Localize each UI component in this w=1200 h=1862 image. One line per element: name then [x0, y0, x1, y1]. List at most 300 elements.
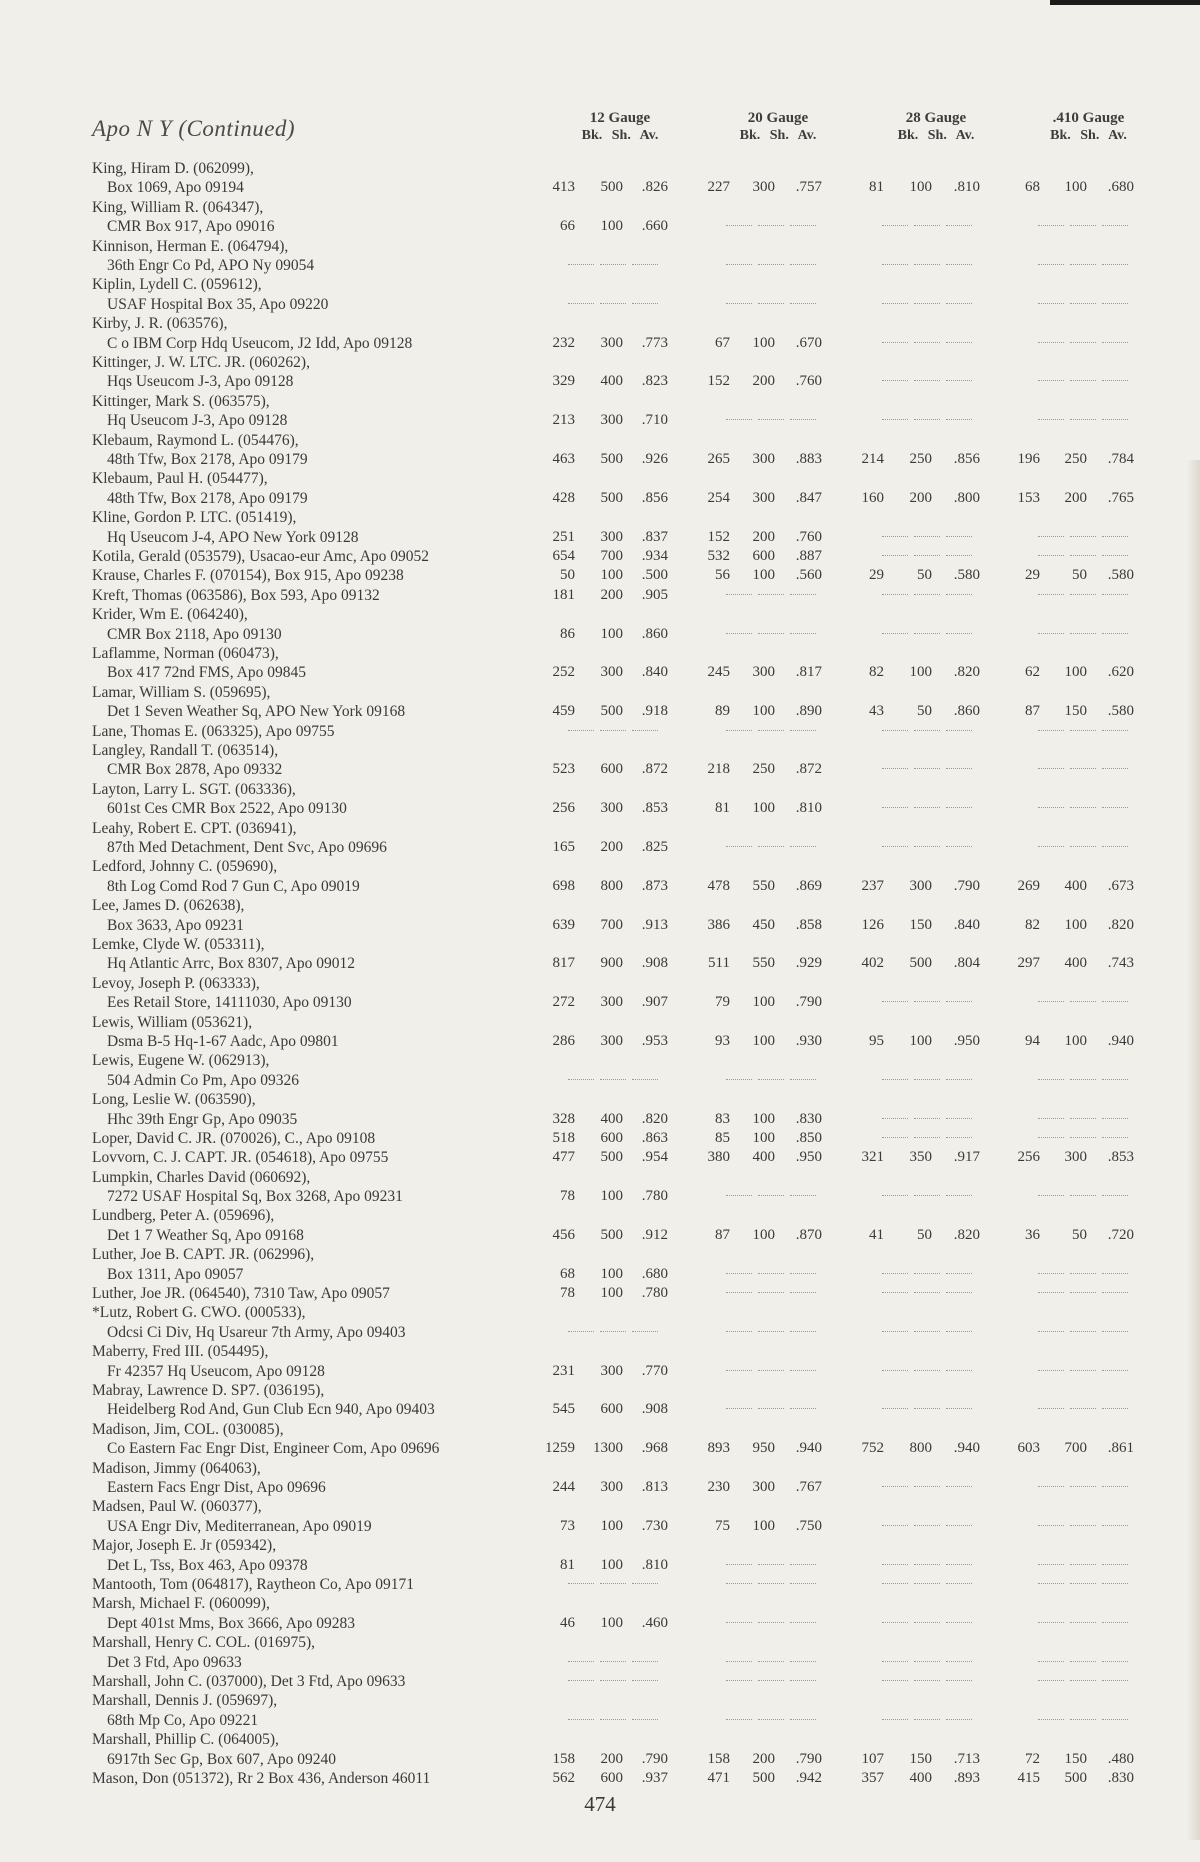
empty-score-dots: [758, 1273, 784, 1274]
gauge-bk-value: 321: [861, 1149, 884, 1166]
entry-name: Lemke, Clyde W. (053311),: [92, 935, 265, 953]
gauge-av-value: .890: [795, 703, 822, 720]
empty-score-dots: [758, 594, 784, 595]
empty-score-dots: [758, 225, 784, 226]
directory-entry: [0, 431, 1200, 470]
empty-score-dots: [914, 1331, 940, 1332]
empty-score-dots: [568, 730, 594, 731]
empty-score-dots: [758, 1661, 784, 1662]
gauge-bk-value: 511: [708, 955, 730, 972]
empty-score-dots: [882, 1564, 908, 1565]
empty-score-dots: [882, 380, 908, 381]
gauge-av-value: .680: [1107, 179, 1134, 196]
empty-score-dots: [914, 1661, 940, 1662]
entry-name: Kiplin, Lydell C. (059612),: [92, 276, 262, 294]
entry-address: 504 Admin Co Pm, Apo 09326: [107, 1071, 303, 1090]
empty-score-dots: [946, 633, 972, 634]
gauge-bk-value: 81: [560, 1556, 575, 1573]
entry-address: Hq Atlantic Arrc, Box 8307, Apo 09012: [107, 954, 359, 973]
empty-score-dots: [726, 225, 752, 226]
gauge-sh-value: 900: [600, 955, 623, 972]
empty-score-dots: [1038, 1273, 1064, 1274]
gauge-bk-value: 181: [552, 586, 575, 603]
empty-score-dots: [632, 1719, 658, 1720]
directory-entry: [0, 1129, 1200, 1148]
empty-score-dots: [1102, 264, 1128, 265]
entry-name: Maberry, Fred III. (054495),: [92, 1343, 269, 1361]
directory-entry: [0, 1769, 1200, 1788]
directory-entry: [0, 159, 1200, 198]
empty-score-dots: [882, 846, 908, 847]
entry-address: 8th Log Comd Rod 7 Gun C, Apo 09019: [107, 877, 364, 896]
gauge-av-value: .954: [641, 1149, 668, 1166]
directory-entry: [0, 1284, 1200, 1303]
gauge-bk-value: 237: [861, 877, 884, 894]
empty-score-dots: [726, 1331, 752, 1332]
gauge-av-value: .908: [641, 1401, 668, 1418]
empty-score-dots: [1102, 1273, 1128, 1274]
gauge-bk-value: 256: [1017, 1149, 1040, 1166]
gauge-sh-value: 150: [909, 916, 932, 933]
empty-score-dots: [726, 1273, 752, 1274]
entry-address: Hq Useucom J-4, APO New York 09128: [107, 528, 362, 547]
gauge-av-value: .908: [641, 955, 668, 972]
empty-score-dots: [1102, 730, 1128, 731]
empty-score-dots: [946, 380, 972, 381]
entry-line: [0, 586, 1200, 605]
gauge-av-value: .780: [641, 1188, 668, 1205]
gauge-sh-value: 50: [917, 1226, 932, 1243]
entry-address: 48th Tfw, Box 2178, Apo 09179: [107, 450, 312, 469]
empty-score-dots: [914, 1680, 940, 1681]
empty-score-dots: [1102, 1118, 1128, 1119]
gauge-av-value: .873: [641, 877, 668, 894]
empty-score-dots: [1038, 1408, 1064, 1409]
gauge-av-value: .856: [953, 450, 980, 467]
empty-score-dots: [882, 419, 908, 420]
empty-score-dots: [726, 1719, 752, 1720]
empty-score-dots: [946, 1370, 972, 1371]
gauge-av-value: .800: [953, 489, 980, 506]
gauge-sh-value: 800: [909, 1440, 932, 1457]
gauge-bk-value: 518: [552, 1129, 575, 1146]
entry-name-address: Mason, Don (051372), Rr 2 Box 436, Anderson 46011: [92, 1769, 434, 1788]
empty-score-dots: [790, 419, 816, 420]
gauge-sh-value: 100: [752, 1110, 775, 1127]
gauge-bk-value: 413: [552, 179, 575, 196]
directory-entry: [0, 683, 1200, 722]
gauge-subheader: Bk. Sh. Av.: [739, 128, 817, 143]
entry-name-address: Loper, David C. JR. (070026), C., Apo 09108: [92, 1129, 379, 1148]
empty-score-dots: [1102, 1195, 1128, 1196]
gauge-av-value: .893: [953, 1770, 980, 1786]
empty-score-dots: [946, 1622, 972, 1623]
gauge-av-value: .953: [641, 1032, 668, 1049]
gauge-av-value: .750: [795, 1517, 822, 1534]
gauge-sh-value: 100: [1064, 179, 1087, 196]
empty-score-dots: [1070, 1195, 1096, 1196]
gauge-bk-value: 83: [715, 1110, 730, 1127]
empty-score-dots: [946, 1564, 972, 1565]
gauge-av-value: .480: [1107, 1750, 1134, 1767]
entry-name-address: Marshall, John C. (037000), Det 3 Ftd, Apo 09633: [92, 1672, 409, 1691]
empty-score-dots: [790, 303, 816, 304]
empty-score-dots: [882, 1292, 908, 1293]
empty-score-dots: [726, 303, 752, 304]
empty-score-dots: [1038, 1370, 1064, 1371]
gauge-sh-value: 300: [752, 450, 775, 467]
gauge-sh-value: 50: [917, 703, 932, 720]
entry-address-line: [0, 838, 1200, 857]
gauge-bk-value: 93: [715, 1032, 730, 1049]
gauge-bk-value: 73: [560, 1517, 575, 1534]
empty-score-dots: [946, 1292, 972, 1293]
empty-score-dots: [914, 1370, 940, 1371]
empty-score-dots: [1038, 419, 1064, 420]
directory-entry: [0, 819, 1200, 858]
gauge-sh-value: 300: [600, 1362, 623, 1379]
gauge-sh-value: 200: [752, 373, 775, 390]
gauge-bk-value: 232: [552, 334, 575, 351]
gauge-sh-value: 50: [1072, 1226, 1087, 1243]
empty-score-dots: [1102, 1079, 1128, 1080]
empty-score-dots: [1102, 303, 1128, 304]
empty-score-dots: [882, 1273, 908, 1274]
gauge-label: .410 Gauge: [1052, 110, 1125, 126]
empty-score-dots: [726, 594, 752, 595]
empty-score-dots: [1070, 1719, 1096, 1720]
empty-score-dots: [882, 342, 908, 343]
empty-score-dots: [1102, 1292, 1128, 1293]
gauge-sh-value: 600: [600, 1770, 623, 1786]
empty-score-dots: [758, 419, 784, 420]
empty-score-dots: [726, 1661, 752, 1662]
directory-entry: [0, 237, 1200, 276]
empty-score-dots: [1070, 1486, 1096, 1487]
gauge-sh-value: 300: [600, 994, 623, 1011]
gauge-bk-value: 402: [861, 955, 884, 972]
empty-score-dots: [726, 1079, 752, 1080]
empty-score-dots: [1038, 1137, 1064, 1138]
gauge-av-value: .883: [795, 450, 822, 467]
empty-score-dots: [726, 730, 752, 731]
empty-score-dots: [1070, 807, 1096, 808]
gauge-bk-value: 82: [1025, 916, 1040, 933]
gauge-bk-value: 86: [560, 625, 575, 642]
gauge-sh-value: 200: [909, 489, 932, 506]
empty-score-dots: [1038, 1661, 1064, 1662]
empty-score-dots: [1038, 342, 1064, 343]
empty-score-dots: [1038, 1292, 1064, 1293]
gauge-sh-value: 700: [1064, 1440, 1087, 1457]
empty-score-dots: [1038, 1583, 1064, 1584]
entry-address: Det 1 7 Weather Sq, Apo 09168: [107, 1226, 308, 1245]
gauge-av-value: .460: [641, 1614, 668, 1631]
gauge-av-value: .861: [1107, 1440, 1134, 1457]
empty-score-dots: [758, 846, 784, 847]
gauge-bk-value: 95: [869, 1032, 884, 1049]
gauge-sh-value: 100: [752, 703, 775, 720]
empty-score-dots: [882, 1719, 908, 1720]
empty-score-dots: [1070, 1408, 1096, 1409]
empty-score-dots: [882, 1001, 908, 1002]
gauge-av-value: .820: [953, 1226, 980, 1243]
gauge-bk-value: 523: [552, 761, 575, 778]
gauge-av-value: .934: [641, 547, 668, 564]
empty-score-dots: [600, 1331, 626, 1332]
entry-line: [0, 1672, 1200, 1691]
gauge-bk-value: 817: [552, 955, 575, 972]
empty-score-dots: [1070, 1118, 1096, 1119]
gauge-bk-value: 252: [552, 664, 575, 681]
entry-address-line: [0, 1400, 1200, 1419]
entry-name: Madison, Jim, COL. (030085),: [92, 1420, 284, 1438]
gauge-av-value: .887: [795, 547, 822, 564]
gauge-header-12: [560, 110, 680, 144]
empty-score-dots: [946, 1137, 972, 1138]
entry-name-address: Lane, Thomas E. (063325), Apo 09755: [92, 722, 339, 741]
empty-score-dots: [946, 1525, 972, 1526]
gauge-bk-value: 230: [707, 1479, 730, 1496]
gauge-av-value: .840: [953, 916, 980, 933]
empty-score-dots: [1070, 1001, 1096, 1002]
gauge-av-value: .810: [795, 800, 822, 817]
empty-score-dots: [1038, 1331, 1064, 1332]
entry-address-line: [0, 954, 1200, 973]
gauge-av-value: .580: [953, 567, 980, 584]
gauge-sh-value: 500: [600, 703, 623, 720]
entry-address-line: [0, 1750, 1200, 1769]
directory-entry: [0, 1168, 1200, 1207]
empty-score-dots: [1038, 846, 1064, 847]
directory-entry: [0, 586, 1200, 605]
empty-score-dots: [914, 1583, 940, 1584]
directory-entry: [0, 896, 1200, 935]
gauge-bk-value: 254: [707, 489, 730, 506]
gauge-av-value: .580: [1107, 703, 1134, 720]
gauge-bk-value: 603: [1017, 1440, 1040, 1457]
gauge-sh-value: 100: [600, 1517, 623, 1534]
gauge-sh-value: 300: [752, 179, 775, 196]
gauge-sh-value: 700: [600, 547, 623, 564]
gauge-sh-value: 200: [752, 528, 775, 545]
empty-score-dots: [790, 730, 816, 731]
gauge-bk-value: 29: [869, 567, 884, 584]
directory-entry: [0, 566, 1200, 585]
gauge-bk-value: 698: [552, 877, 575, 894]
directory-entry: [0, 1672, 1200, 1691]
entry-address-line: [0, 256, 1200, 275]
gauge-av-value: .620: [1107, 664, 1134, 681]
empty-score-dots: [600, 264, 626, 265]
gauge-bk-value: 50: [560, 567, 575, 584]
gauge-av-value: .830: [1107, 1770, 1134, 1786]
empty-score-dots: [1038, 1486, 1064, 1487]
empty-score-dots: [1038, 1622, 1064, 1623]
entry-address: Det 3 Ftd, Apo 09633: [107, 1653, 246, 1672]
entry-name: Kinnison, Herman E. (064794),: [92, 237, 289, 255]
empty-score-dots: [790, 846, 816, 847]
gauge-bk-value: 471: [707, 1770, 730, 1786]
entry-address-line: [0, 334, 1200, 353]
gauge-sh-value: 300: [752, 664, 775, 681]
gauge-sh-value: 100: [1064, 664, 1087, 681]
empty-score-dots: [1102, 225, 1128, 226]
empty-score-dots: [726, 1195, 752, 1196]
gauge-av-value: .942: [795, 1770, 822, 1786]
empty-score-dots: [882, 1583, 908, 1584]
gauge-sh-value: 300: [600, 334, 623, 351]
empty-score-dots: [1102, 807, 1128, 808]
gauge-sh-value: 300: [1064, 1149, 1087, 1166]
gauge-bk-value: 78: [560, 1285, 575, 1302]
directory-entry: [0, 547, 1200, 566]
empty-score-dots: [790, 1292, 816, 1293]
gauge-av-value: .817: [795, 664, 822, 681]
entry-name: Ledford, Johnny C. (059690),: [92, 858, 278, 876]
empty-score-dots: [882, 1408, 908, 1409]
empty-score-dots: [758, 1370, 784, 1371]
gauge-av-value: .820: [1107, 916, 1134, 933]
empty-score-dots: [946, 303, 972, 304]
gauge-bk-value: 639: [552, 916, 575, 933]
empty-score-dots: [600, 1583, 626, 1584]
gauge-av-value: .830: [795, 1110, 822, 1127]
empty-score-dots: [1038, 1195, 1064, 1196]
entry-name: Langley, Randall T. (063514),: [92, 741, 279, 759]
empty-score-dots: [946, 264, 972, 265]
empty-score-dots: [758, 303, 784, 304]
empty-score-dots: [1102, 1486, 1128, 1487]
gauge-bk-value: 36: [1025, 1226, 1040, 1243]
entry-name: King, Hiram D. (062099),: [92, 160, 254, 177]
gauge-bk-value: 244: [552, 1479, 575, 1496]
top-edge-bar: [1050, 0, 1200, 5]
gauge-av-value: .858: [795, 916, 822, 933]
gauge-av-value: .673: [1107, 877, 1134, 894]
gauge-sh-value: 700: [600, 916, 623, 933]
gauge-av-value: .713: [953, 1750, 980, 1767]
entry-name: Klebaum, Raymond L. (054476),: [92, 431, 299, 449]
gauge-av-value: .850: [795, 1129, 822, 1146]
entry-address-line: [0, 450, 1200, 469]
empty-score-dots: [790, 1370, 816, 1371]
entry-address: 87th Med Detachment, Dent Svc, Apo 09696: [107, 838, 391, 857]
entry-line: [0, 1284, 1200, 1303]
entry-address-line: [0, 1323, 1200, 1342]
gauge-bk-value: 152: [707, 528, 730, 545]
entry-name: Laflamme, Norman (060473),: [92, 644, 279, 662]
empty-score-dots: [914, 555, 940, 556]
gauge-av-value: .790: [795, 1750, 822, 1767]
gauge-bk-value: 532: [707, 547, 730, 564]
empty-score-dots: [1070, 633, 1096, 634]
directory-entry: [0, 1206, 1200, 1245]
entry-name: Marshall, Dennis J. (059697),: [92, 1692, 278, 1710]
entry-name: Mabray, Lawrence D. SP7. (036195),: [92, 1382, 325, 1400]
gauge-av-value: .765: [1107, 489, 1134, 506]
entry-name: Lewis, Eugene W. (062913),: [92, 1052, 270, 1070]
gauge-av-value: .770: [641, 1362, 668, 1379]
entry-address: Ees Retail Store, 14111030, Apo 09130: [107, 993, 356, 1012]
entry-address: Hqs Useucom J-3, Apo 09128: [107, 372, 297, 391]
empty-score-dots: [1070, 1292, 1096, 1293]
empty-score-dots: [632, 1331, 658, 1332]
directory-entry: [0, 508, 1200, 547]
gauge-av-value: .950: [795, 1149, 822, 1166]
gauge-bk-value: 43: [869, 703, 884, 720]
entry-address-line: [0, 1439, 1200, 1458]
entry-address-line: [0, 760, 1200, 779]
entry-address-line: [0, 528, 1200, 547]
empty-score-dots: [1102, 1622, 1128, 1623]
gauge-bk-value: 545: [552, 1401, 575, 1418]
empty-score-dots: [882, 1661, 908, 1662]
gauge-sh-value: 50: [917, 567, 932, 584]
gauge-bk-value: 251: [552, 528, 575, 545]
empty-score-dots: [600, 303, 626, 304]
empty-score-dots: [1102, 419, 1128, 420]
empty-score-dots: [946, 1583, 972, 1584]
empty-score-dots: [1102, 633, 1128, 634]
empty-score-dots: [1038, 303, 1064, 304]
entry-address-line: [0, 799, 1200, 818]
entry-address: Box 3633, Apo 09231: [107, 916, 248, 935]
empty-score-dots: [758, 1564, 784, 1565]
gauge-bk-value: 196: [1017, 450, 1040, 467]
gauge-av-value: .820: [953, 664, 980, 681]
empty-score-dots: [914, 1719, 940, 1720]
directory-entry: [0, 1594, 1200, 1633]
gauge-sh-value: 500: [600, 489, 623, 506]
gauge-av-value: .804: [953, 955, 980, 972]
gauge-bk-value: 165: [552, 838, 575, 855]
gauge-bk-value: 41: [869, 1226, 884, 1243]
empty-score-dots: [946, 419, 972, 420]
empty-score-dots: [632, 303, 658, 304]
entry-name-address: Luther, Joe JR. (064540), 7310 Taw, Apo 09057: [92, 1284, 394, 1303]
gauge-av-value: .853: [1107, 1149, 1134, 1166]
entries-list: [0, 159, 1200, 1788]
gauge-av-value: .825: [641, 838, 668, 855]
empty-score-dots: [1070, 1564, 1096, 1565]
empty-score-dots: [882, 1680, 908, 1681]
gauge-av-value: .930: [795, 1032, 822, 1049]
empty-score-dots: [1038, 594, 1064, 595]
empty-score-dots: [726, 1292, 752, 1293]
empty-score-dots: [946, 1719, 972, 1720]
empty-score-dots: [914, 1292, 940, 1293]
empty-score-dots: [946, 1331, 972, 1332]
empty-score-dots: [882, 225, 908, 226]
directory-entry: [0, 353, 1200, 392]
entry-address: C o IBM Corp Hdq Useucom, J2 Idd, Apo 09128: [107, 334, 416, 353]
entry-name: Lewis, William (053621),: [92, 1013, 253, 1031]
entry-address-line: [0, 1614, 1200, 1633]
empty-score-dots: [882, 1137, 908, 1138]
empty-score-dots: [882, 730, 908, 731]
gauge-subheader: Bk. Sh. Av.: [581, 128, 659, 143]
gauge-bk-value: 46: [560, 1614, 575, 1631]
gauge-sh-value: 550: [752, 877, 775, 894]
gauge-sh-value: 100: [752, 994, 775, 1011]
empty-score-dots: [882, 807, 908, 808]
entry-name: *Lutz, Robert G. CWO. (000533),: [92, 1304, 306, 1322]
empty-score-dots: [632, 1583, 658, 1584]
empty-score-dots: [726, 1564, 752, 1565]
entry-name: Lamar, William S. (059695),: [92, 683, 271, 701]
empty-score-dots: [1070, 342, 1096, 343]
